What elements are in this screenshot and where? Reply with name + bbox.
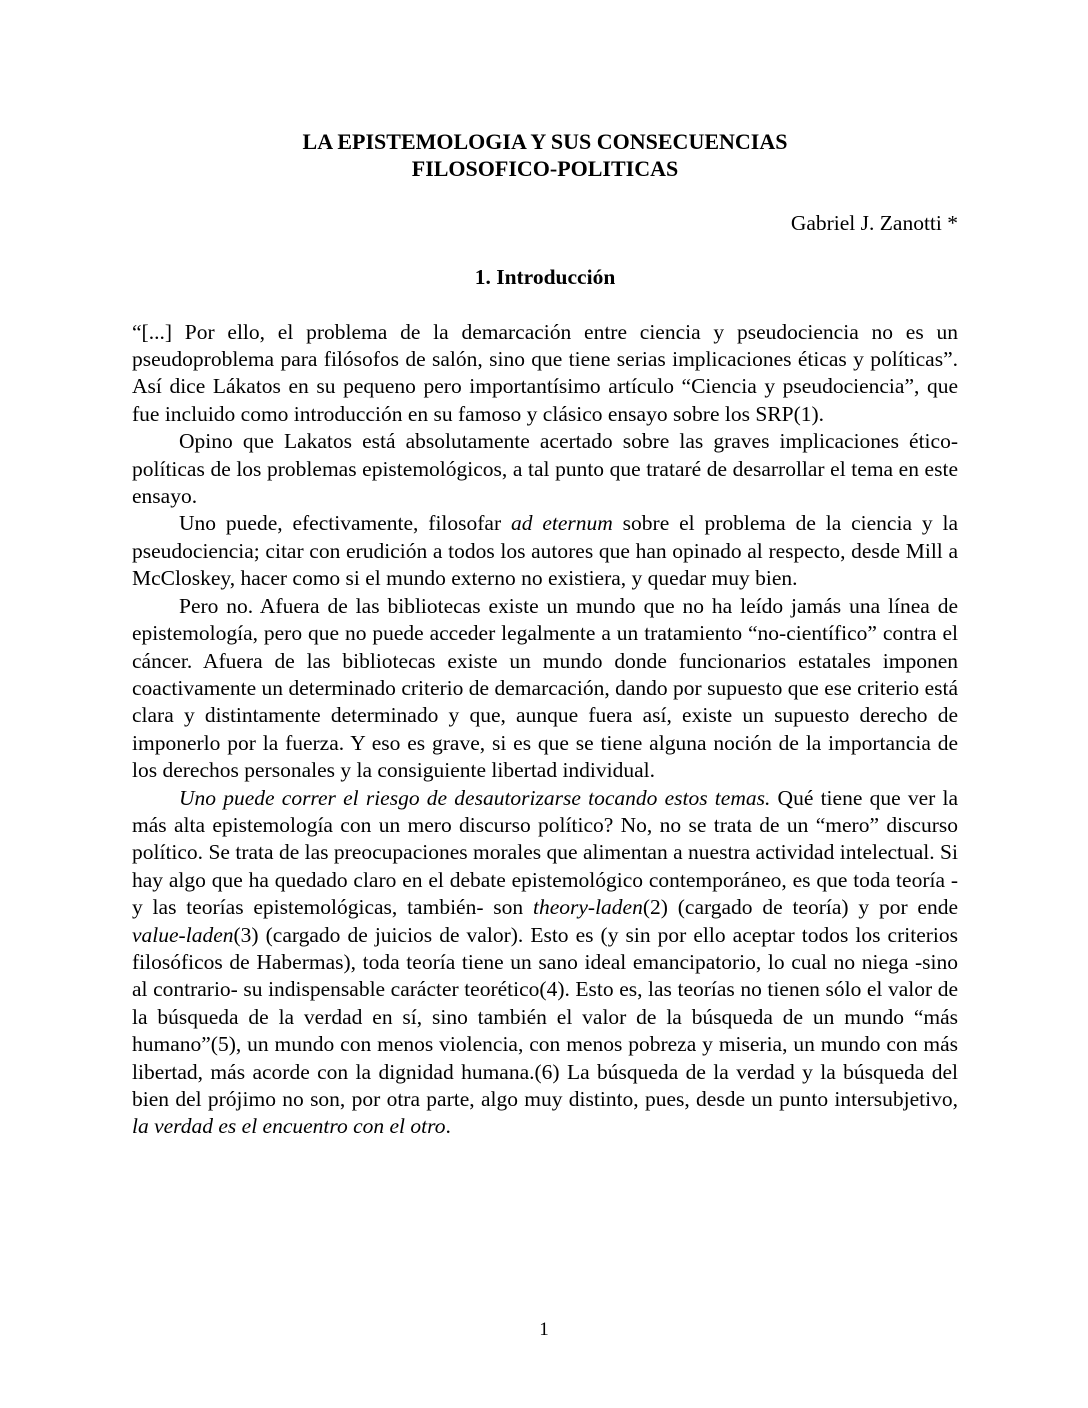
document-title-line1: LA EPISTEMOLOGIA Y SUS CONSECUENCIAS: [302, 129, 788, 154]
text-run: (2) (cargado de teoría) y por ende: [642, 895, 958, 920]
document-title-line2: FILOSOFICO-POLITICAS: [411, 156, 679, 182]
paragraph: [132, 785, 958, 1141]
paragraph: [132, 319, 958, 429]
text-run: “[...] Por ello, el problema de la demarcación entre ciencia y pseudociencia no es un pseudoproblema para filósofos de salón, sino que tiene serias implicaciones éticas y políticas”. Así dice Lákatos en su pequeno pero importantísimo artículo “Ciencia y pseudociencia”, que fue incluido como introducción en su famoso y clásico ensayo sobre los SRP(1).: [132, 319, 958, 426]
text-run: .: [445, 1114, 451, 1139]
paragraph: [132, 510, 958, 592]
paragraph: [132, 593, 958, 785]
page-number: 1: [539, 1319, 549, 1340]
italic-text-run: la verdad es el encuentro con el otro: [132, 1114, 446, 1139]
italic-text-run: theory-laden: [533, 895, 643, 920]
text-run: (3) (cargado de juicios de valor). Esto es (y sin por ello aceptar todos los criterios filosóficos de Habermas), toda teoría tiene un sano ideal emancipatorio, lo cual no niega -sino al contrario- su indispensable carácter teorético(4). Esto es, las teorías no tienen sólo el valor de la búsqueda de la verdad en sí, sino también el valor de la búsqueda de un mundo “más humano”(5), un mundo con menos violencia, con menos pobreza y miseria, un mundo con más libertad, más acorde con la dignidad humana.(6) La búsqueda de la verdad y la búsqueda del bien del prójimo no son, por otra parte, algo muy distinto, pues, desde un punto intersubjetivo,: [132, 922, 958, 1111]
text-run: Qué tiene que ver la más alta epistemología con un mero discurso político? No, no se trata de un “mero” discurso político. Se trata de las preocupaciones morales que alimentan a nuestra actividad intelectual. Si hay algo que ha quedado claro en el debate epistemológico contemporáneo, es que toda teoría -y las teorías epistemológicas, también- son: [132, 785, 958, 920]
italic-text-run: value-laden: [132, 922, 234, 947]
text-run: sobre el problema de la ciencia y la pseudociencia; citar con erudición a todos los autores que han opinado al respecto, desde Mill a McCloskey, hacer como si el mundo externo no existiera, y quedar muy bien.: [132, 511, 958, 591]
text-run: Uno puede, efectivamente, filosofar: [179, 511, 511, 536]
italic-text-run: ad eternum: [510, 511, 613, 536]
paragraph: [132, 428, 958, 510]
italic-text-run: Uno puede correr el riesgo de desautorizarse tocando estos temas.: [179, 785, 771, 810]
text-run: Pero no. Afuera de las bibliotecas existe un mundo que no ha leído jamás una línea de epistemología, pero que no puede acceder legalmente a un tratamiento “no-científico” contra el cáncer. Afuera de las bibliotecas existe un mundo donde funcionarios estatales imponen coactivamente un determinado criterio de demarcación, dando por supuesto que ese criterio está clara y distintamente determinado y que, aunque fuera así, existe un supuesto derecho de imponerlo por la fuerza. Y eso es grave, si es que se tiene alguna noción de la importancia de los derechos personales y la consiguiente libertad individual.: [132, 593, 958, 783]
text-run: Opino que Lakatos está absolutamente acertado sobre las graves implicaciones ético-políticas de los problemas epistemológicos, a tal punto que trataré de desarrollar el tema en este ensayo.: [132, 429, 958, 509]
author-line: Gabriel J. Zanotti *: [790, 210, 958, 235]
section-heading: 1. Introducción: [474, 265, 616, 290]
body-text: [132, 319, 958, 1141]
text-column: [132, 128, 958, 1141]
